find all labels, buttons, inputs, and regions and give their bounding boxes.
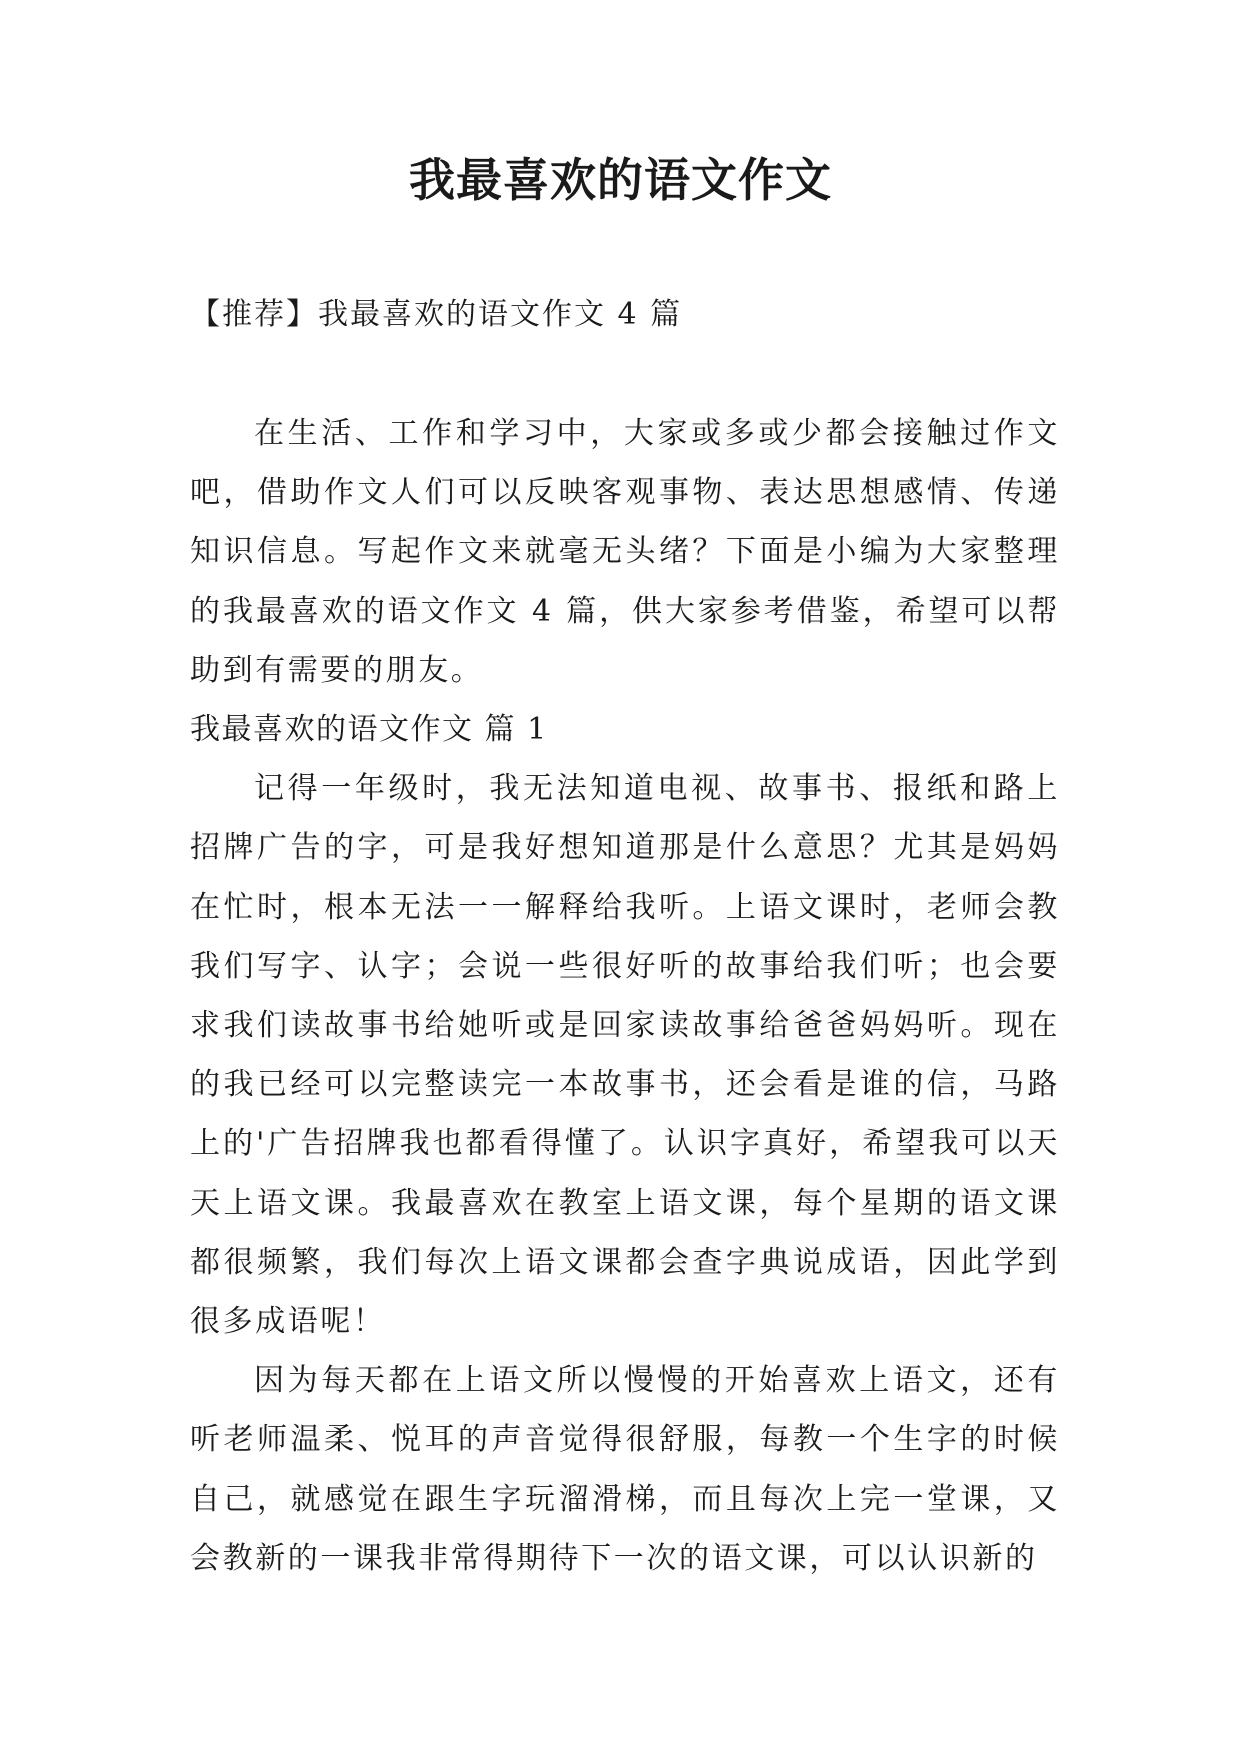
intro-paragraph: 在生活、工作和学习中，大家或多或少都会接触过作文吧，借助作文人们可以反映客观事物、表达思想感情、传递知识信息。写起作文来就毫无头绪？下面是小编为大家整理的我最喜欢的语文作文 4 篇，供大家参考借鉴，希望可以帮助到有需要的朋友。 bbox=[190, 416, 1060, 688]
section-heading: 我最喜欢的语文作文 篇 1 bbox=[190, 712, 548, 748]
document-body bbox=[190, 404, 1060, 1588]
body-paragraph: 记得一年级时，我无法知道电视、故事书、报纸和路上招牌广告的字，可是我好想知道那是什么意思？尤其是妈妈在忙时，根本无法一一解释给我听。上语文课时，老师会教我们写字、认字；会说一些很好听的故事给我们听；也会要求我们读故事书给她听或是回家读故事给爸爸妈妈听。现在的我已经可以完整读完一本故事书，还会看是谁的信，马路上的'广告招牌我也都看得懂了。认识字真好，希望我可以天天上语文课。我最喜欢在教室上语文课，每个星期的语文课都很频繁，我们每次上语文课都会查字典说成语，因此学到很多成语呢！ bbox=[190, 771, 1060, 1340]
body-paragraph: 因为每天都在上语文所以慢慢的开始喜欢上语文，还有听老师温柔、悦耳的声音觉得很舒服，每教一个生字的时候自己，就感觉在跟生字玩溜滑梯，而且每次上完一堂课，又会教新的一课我非常得期待下一次的语文课，可以认识新的 bbox=[190, 1363, 1060, 1576]
document-subtitle: 【推荐】我最喜欢的语文作文 4 篇 bbox=[190, 297, 683, 332]
document-title: 我最喜欢的语文作文 bbox=[409, 153, 832, 207]
